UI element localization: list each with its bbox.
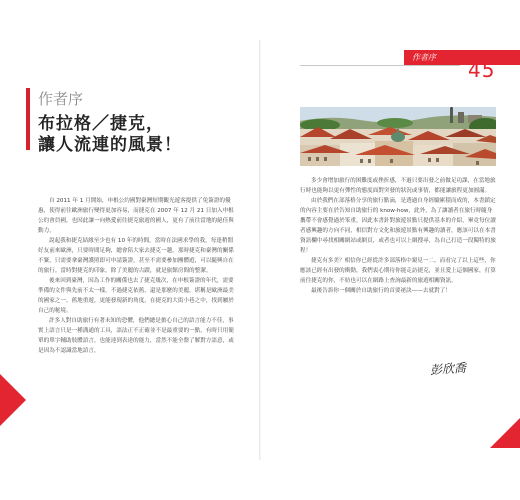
paragraph: 最後告訴你一個關於自助旅行的首要祕訣——去就對了！ xyxy=(311,288,451,294)
header-divider xyxy=(300,65,460,66)
paragraph: 多少會增加旅行的困難度或挫折感，不過只要出發之前做足功課，在當地旅行時也能夠以更有彈性的態度面對突發的狀況或事情，都能讓旅程更加圓滿。 xyxy=(300,178,496,194)
prague-rooftops-photo xyxy=(300,107,496,166)
paragraph: 由於我們在部落格分享的旅行點滴，是透過自身經驗累積而成的，本書鎖定的內容主要在於告知自助旅行的 know-how，此外，為了讓讀者在旅行時隨身攜帶不會感覺過於笨重，因此本書針對旅遊景點只提供基本的介紹，畢竟每位讀者感興趣的方向不同，相信對方文化和旅遊景點有興趣的讀者，應該可以在本書資訊欄中尋找相關網站或網頁，或者也可以上網搜尋，為自己打造一段獨特的旅程！ xyxy=(300,198,496,254)
author-signature: 彭欣喬 xyxy=(429,360,467,378)
paragraph: 自 2011 年 1 月開始，申根公約國對臺灣短期觀光遊客提供了免簽證的優惠，使得前往歐洲旅行變得更加容易，而捷克在 2007 年 12 月 21 日加入申根公約會員國，也因此讓一向熱愛前往捷克旅遊的國人，更有了前往當地的絕佳與動力。 xyxy=(38,198,234,234)
paragraph: 後來回到臺灣，因為工作的關係也去了捷克幾次，在申根簽證的年代，需要準備的文件與先前不太一樣，不過捷克依舊，還是那麼的美麗，堪稱是歐洲最美的國家之一。舊地重遊，更能發現新的角度，在捷克的大街小巷之中，找到屬於自己的秘境。 xyxy=(38,278,234,314)
right-body-text xyxy=(300,176,496,296)
page-title-line1: 布拉格／捷克， xyxy=(38,114,164,134)
page-number: 45 xyxy=(468,58,496,82)
photo-illustration xyxy=(300,107,496,166)
preface-label: 作者序 xyxy=(38,90,84,108)
page-title-line2: 讓人流連的風景！ xyxy=(38,135,182,155)
left-corner-tab xyxy=(0,374,26,426)
paragraph: 捷克有多美？相信你已經從許多部落格中窺見一二，而看完了以上這些，你應該已經有出發的衝動，我們衷心期待你能走訪捷克，並且愛上這個國家，打算前往捷克的你，不妨也可以在網路上查詢最新的旅遊相關資訊。 xyxy=(300,258,496,284)
left-body-text xyxy=(38,196,238,356)
page-gutter xyxy=(259,40,261,460)
paragraph: 說起我和捷克結緣至少也有 10 年的時間，當時在法國求學的我，每逢稍閒好友前來歐洲，只要時間足夠，總會陪大家去捷克一趟。那時捷克和臺灣的關係不緊，只需要拿臺灣護照即可申請簽證，甚至不需要參加團體遊，可以隨興自在的旅行。當時對捷克的印象，除了美麗的古蹟，就是旅館房間的整潔。 xyxy=(38,238,234,274)
paragraph: 許多人對自助旅行有著未知的恐懼，他們總是擔心自己的語言能力不佳，事實上語言只是一種溝通的工具，語法正不正確並不是最重要的一點，有時只用簡單的單字輔助肢體語言，也能達到表達的能力，當然不能全盤了解對方語意，或是因為不認識當地語言， xyxy=(38,318,234,354)
title-accent-bar xyxy=(26,88,30,150)
right-corner-tab xyxy=(490,418,520,448)
section-header-label: 作者序 xyxy=(412,53,436,62)
